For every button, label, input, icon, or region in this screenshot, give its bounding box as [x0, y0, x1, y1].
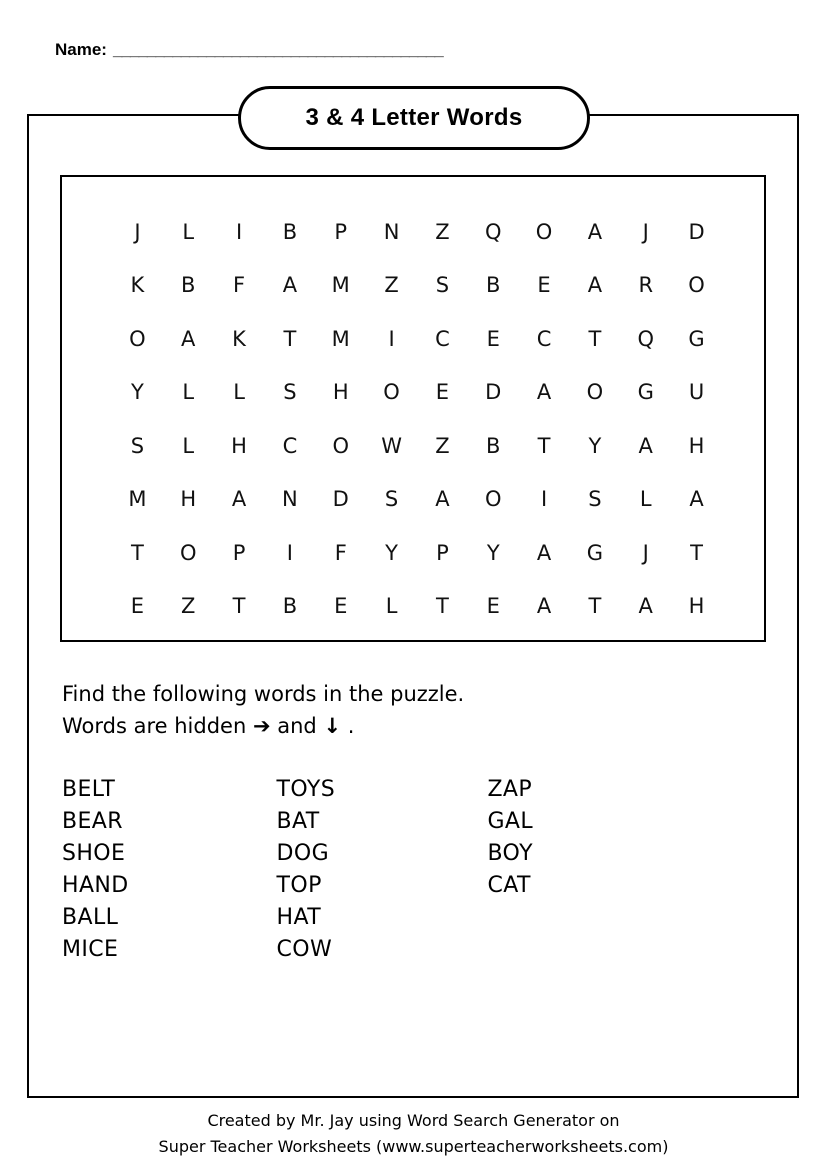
- grid-cell[interactable]: M: [331, 326, 350, 351]
- grid-cell[interactable]: Y: [486, 540, 500, 565]
- word-list-item[interactable]: GAL: [487, 809, 534, 834]
- grid-cell[interactable]: T: [283, 326, 297, 351]
- grid-cell[interactable]: Z: [181, 594, 196, 619]
- grid-cell[interactable]: A: [689, 487, 704, 512]
- grid-cell[interactable]: R: [638, 273, 654, 298]
- grid-cell[interactable]: H: [231, 433, 247, 458]
- grid-cell[interactable]: L: [182, 380, 195, 405]
- grid-cell[interactable]: U: [688, 380, 705, 405]
- grid-cell[interactable]: S: [435, 273, 450, 298]
- grid-cell[interactable]: I: [235, 219, 243, 244]
- grid-cell[interactable]: A: [536, 594, 552, 619]
- grid-cell[interactable]: Z: [435, 433, 450, 458]
- grid-cell[interactable]: Z: [384, 273, 399, 298]
- instructions-line-2-prefix: Words are hidden: [62, 714, 247, 738]
- grid-cell[interactable]: Z: [435, 219, 450, 244]
- grid-cell[interactable]: I: [286, 540, 293, 565]
- arrow-down-icon: ↓: [323, 714, 342, 738]
- grid-cell[interactable]: G: [688, 326, 705, 351]
- grid-cell[interactable]: Q: [637, 326, 654, 351]
- grid-cell[interactable]: J: [134, 219, 141, 244]
- grid-cell[interactable]: O: [179, 540, 197, 565]
- grid-cell[interactable]: N: [282, 487, 298, 512]
- grid-cell[interactable]: G: [637, 380, 654, 405]
- footer-line-2: Super Teacher Worksheets (www.superteacherworksheets.com): [158, 1137, 669, 1156]
- grid-cell[interactable]: H: [332, 380, 349, 405]
- grid-cell[interactable]: P: [436, 540, 449, 565]
- grid-cell[interactable]: G: [586, 540, 604, 565]
- grid-cell[interactable]: D: [332, 487, 349, 512]
- grid-cell[interactable]: L: [233, 380, 245, 405]
- grid-cell[interactable]: A: [587, 219, 603, 244]
- grid-cell[interactable]: A: [638, 433, 653, 458]
- grid-cell[interactable]: A: [435, 487, 450, 512]
- grid-cell[interactable]: A: [536, 380, 552, 405]
- word-list-column: [277, 774, 488, 966]
- grid-cell[interactable]: Q: [484, 219, 502, 244]
- instructions-line-2-suffix: .: [347, 714, 355, 738]
- grid-cell[interactable]: T: [537, 433, 551, 458]
- grid-cell[interactable]: T: [588, 594, 602, 619]
- name-label: Name:: [55, 40, 107, 59]
- grid-cell[interactable]: I: [540, 487, 548, 512]
- grid-cell[interactable]: A: [587, 273, 603, 298]
- grid-cell[interactable]: B: [486, 433, 501, 458]
- grid-cell[interactable]: O: [129, 326, 146, 351]
- word-list: [62, 774, 702, 966]
- grid-cell[interactable]: Y: [385, 540, 398, 565]
- grid-cell[interactable]: H: [180, 487, 197, 512]
- grid-cell[interactable]: B: [181, 273, 196, 298]
- grid-cell[interactable]: D: [485, 380, 502, 405]
- grid-cell[interactable]: O: [383, 380, 400, 405]
- word-list-item[interactable]: HAT: [276, 905, 322, 930]
- grid-cell[interactable]: L: [182, 219, 195, 244]
- word-list-item[interactable]: ZAP: [487, 777, 533, 802]
- grid-cell[interactable]: A: [282, 273, 298, 298]
- grid-cell[interactable]: S: [130, 433, 145, 458]
- word-list-column: [62, 774, 277, 966]
- grid-cell[interactable]: T: [588, 326, 602, 351]
- grid-cell[interactable]: E: [486, 326, 500, 351]
- grid-cell[interactable]: A: [231, 487, 247, 512]
- grid-cell[interactable]: A: [638, 594, 653, 619]
- grid-cell[interactable]: K: [130, 273, 145, 298]
- grid-cell[interactable]: L: [385, 594, 398, 619]
- grid-cell[interactable]: M: [331, 273, 350, 298]
- grid-cell[interactable]: T: [690, 540, 703, 565]
- grid-cell[interactable]: T: [131, 540, 144, 565]
- word-list-item[interactable]: DOG: [276, 841, 330, 866]
- grid-cell[interactable]: Y: [131, 380, 144, 405]
- letter-grid: [112, 205, 722, 633]
- instructions-line-1: Find the following words in the puzzle.: [62, 682, 465, 706]
- grid-cell[interactable]: O: [586, 380, 604, 405]
- grid-cell[interactable]: B: [282, 594, 298, 619]
- grid-cell[interactable]: K: [232, 326, 246, 351]
- word-list-item[interactable]: CAT: [487, 873, 531, 898]
- grid-cell[interactable]: B: [486, 273, 501, 298]
- grid-cell[interactable]: I: [388, 326, 395, 351]
- word-list-item[interactable]: BAT: [276, 809, 320, 834]
- grid-cell[interactable]: C: [282, 433, 298, 458]
- grid-cell[interactable]: J: [642, 540, 649, 565]
- instructions: [62, 678, 702, 742]
- grid-cell[interactable]: D: [688, 219, 705, 244]
- word-search-grid-box: [60, 175, 766, 642]
- grid-cell[interactable]: L: [182, 433, 195, 458]
- grid-cell[interactable]: L: [639, 487, 652, 512]
- grid-cell[interactable]: E: [486, 594, 500, 619]
- word-list-item[interactable]: COW: [276, 937, 333, 962]
- grid-cell[interactable]: O: [688, 273, 705, 298]
- name-field-row: [55, 40, 443, 60]
- grid-cell[interactable]: P: [232, 540, 246, 565]
- grid-cell[interactable]: H: [688, 594, 705, 619]
- word-list-item[interactable]: BEAR: [62, 809, 123, 834]
- grid-cell[interactable]: T: [435, 594, 449, 619]
- grid-cell[interactable]: M: [128, 487, 147, 512]
- word-list-item[interactable]: HAND: [62, 873, 129, 898]
- grid-cell[interactable]: J: [642, 219, 649, 244]
- grid-cell[interactable]: C: [536, 326, 552, 351]
- grid-cell[interactable]: T: [232, 594, 246, 619]
- page-title: 3 & 4 Letter Words: [305, 104, 523, 131]
- grid-cell[interactable]: E: [334, 594, 348, 619]
- grid-cell[interactable]: B: [282, 219, 298, 244]
- grid-cell[interactable]: A: [181, 326, 196, 351]
- grid-cell[interactable]: S: [588, 487, 602, 512]
- word-list-item[interactable]: TOYS: [276, 777, 336, 802]
- word-list-item[interactable]: SHOE: [62, 841, 126, 866]
- worksheet-title-pill: [238, 86, 590, 150]
- word-list-item[interactable]: BELT: [62, 777, 116, 802]
- grid-cell[interactable]: O: [535, 219, 553, 244]
- word-list-column: [487, 774, 702, 966]
- instructions-line-2: [62, 710, 702, 742]
- word-list-item[interactable]: MICE: [62, 937, 119, 962]
- grid-cell[interactable]: O: [332, 433, 349, 458]
- grid-cell[interactable]: E: [130, 594, 145, 619]
- arrow-right-icon: ➔: [252, 714, 271, 738]
- word-list-item[interactable]: TOP: [276, 873, 322, 898]
- grid-cell[interactable]: W: [381, 433, 402, 458]
- footer: [0, 1108, 827, 1160]
- grid-cell[interactable]: F: [233, 273, 246, 298]
- grid-cell[interactable]: C: [435, 326, 450, 351]
- footer-line-1: Created by Mr. Jay using Word Search Generator on: [207, 1111, 620, 1130]
- instructions-line-2-middle: and: [277, 714, 317, 738]
- word-list-item[interactable]: BOY: [487, 841, 533, 866]
- word-list-item[interactable]: BALL: [62, 905, 119, 930]
- grid-cell[interactable]: E: [537, 273, 551, 298]
- grid-cell[interactable]: F: [334, 540, 347, 565]
- grid-cell[interactable]: E: [435, 380, 450, 405]
- grid-cell[interactable]: P: [334, 219, 348, 244]
- grid-cell[interactable]: O: [484, 487, 502, 512]
- grid-cell[interactable]: A: [536, 540, 552, 565]
- grid-cell[interactable]: N: [383, 219, 400, 244]
- name-blank-line[interactable]: _______________________________________: [112, 40, 443, 59]
- grid-cell[interactable]: S: [384, 487, 399, 512]
- grid-cell[interactable]: S: [283, 380, 297, 405]
- grid-cell[interactable]: Y: [588, 433, 602, 458]
- grid-cell[interactable]: H: [688, 433, 705, 458]
